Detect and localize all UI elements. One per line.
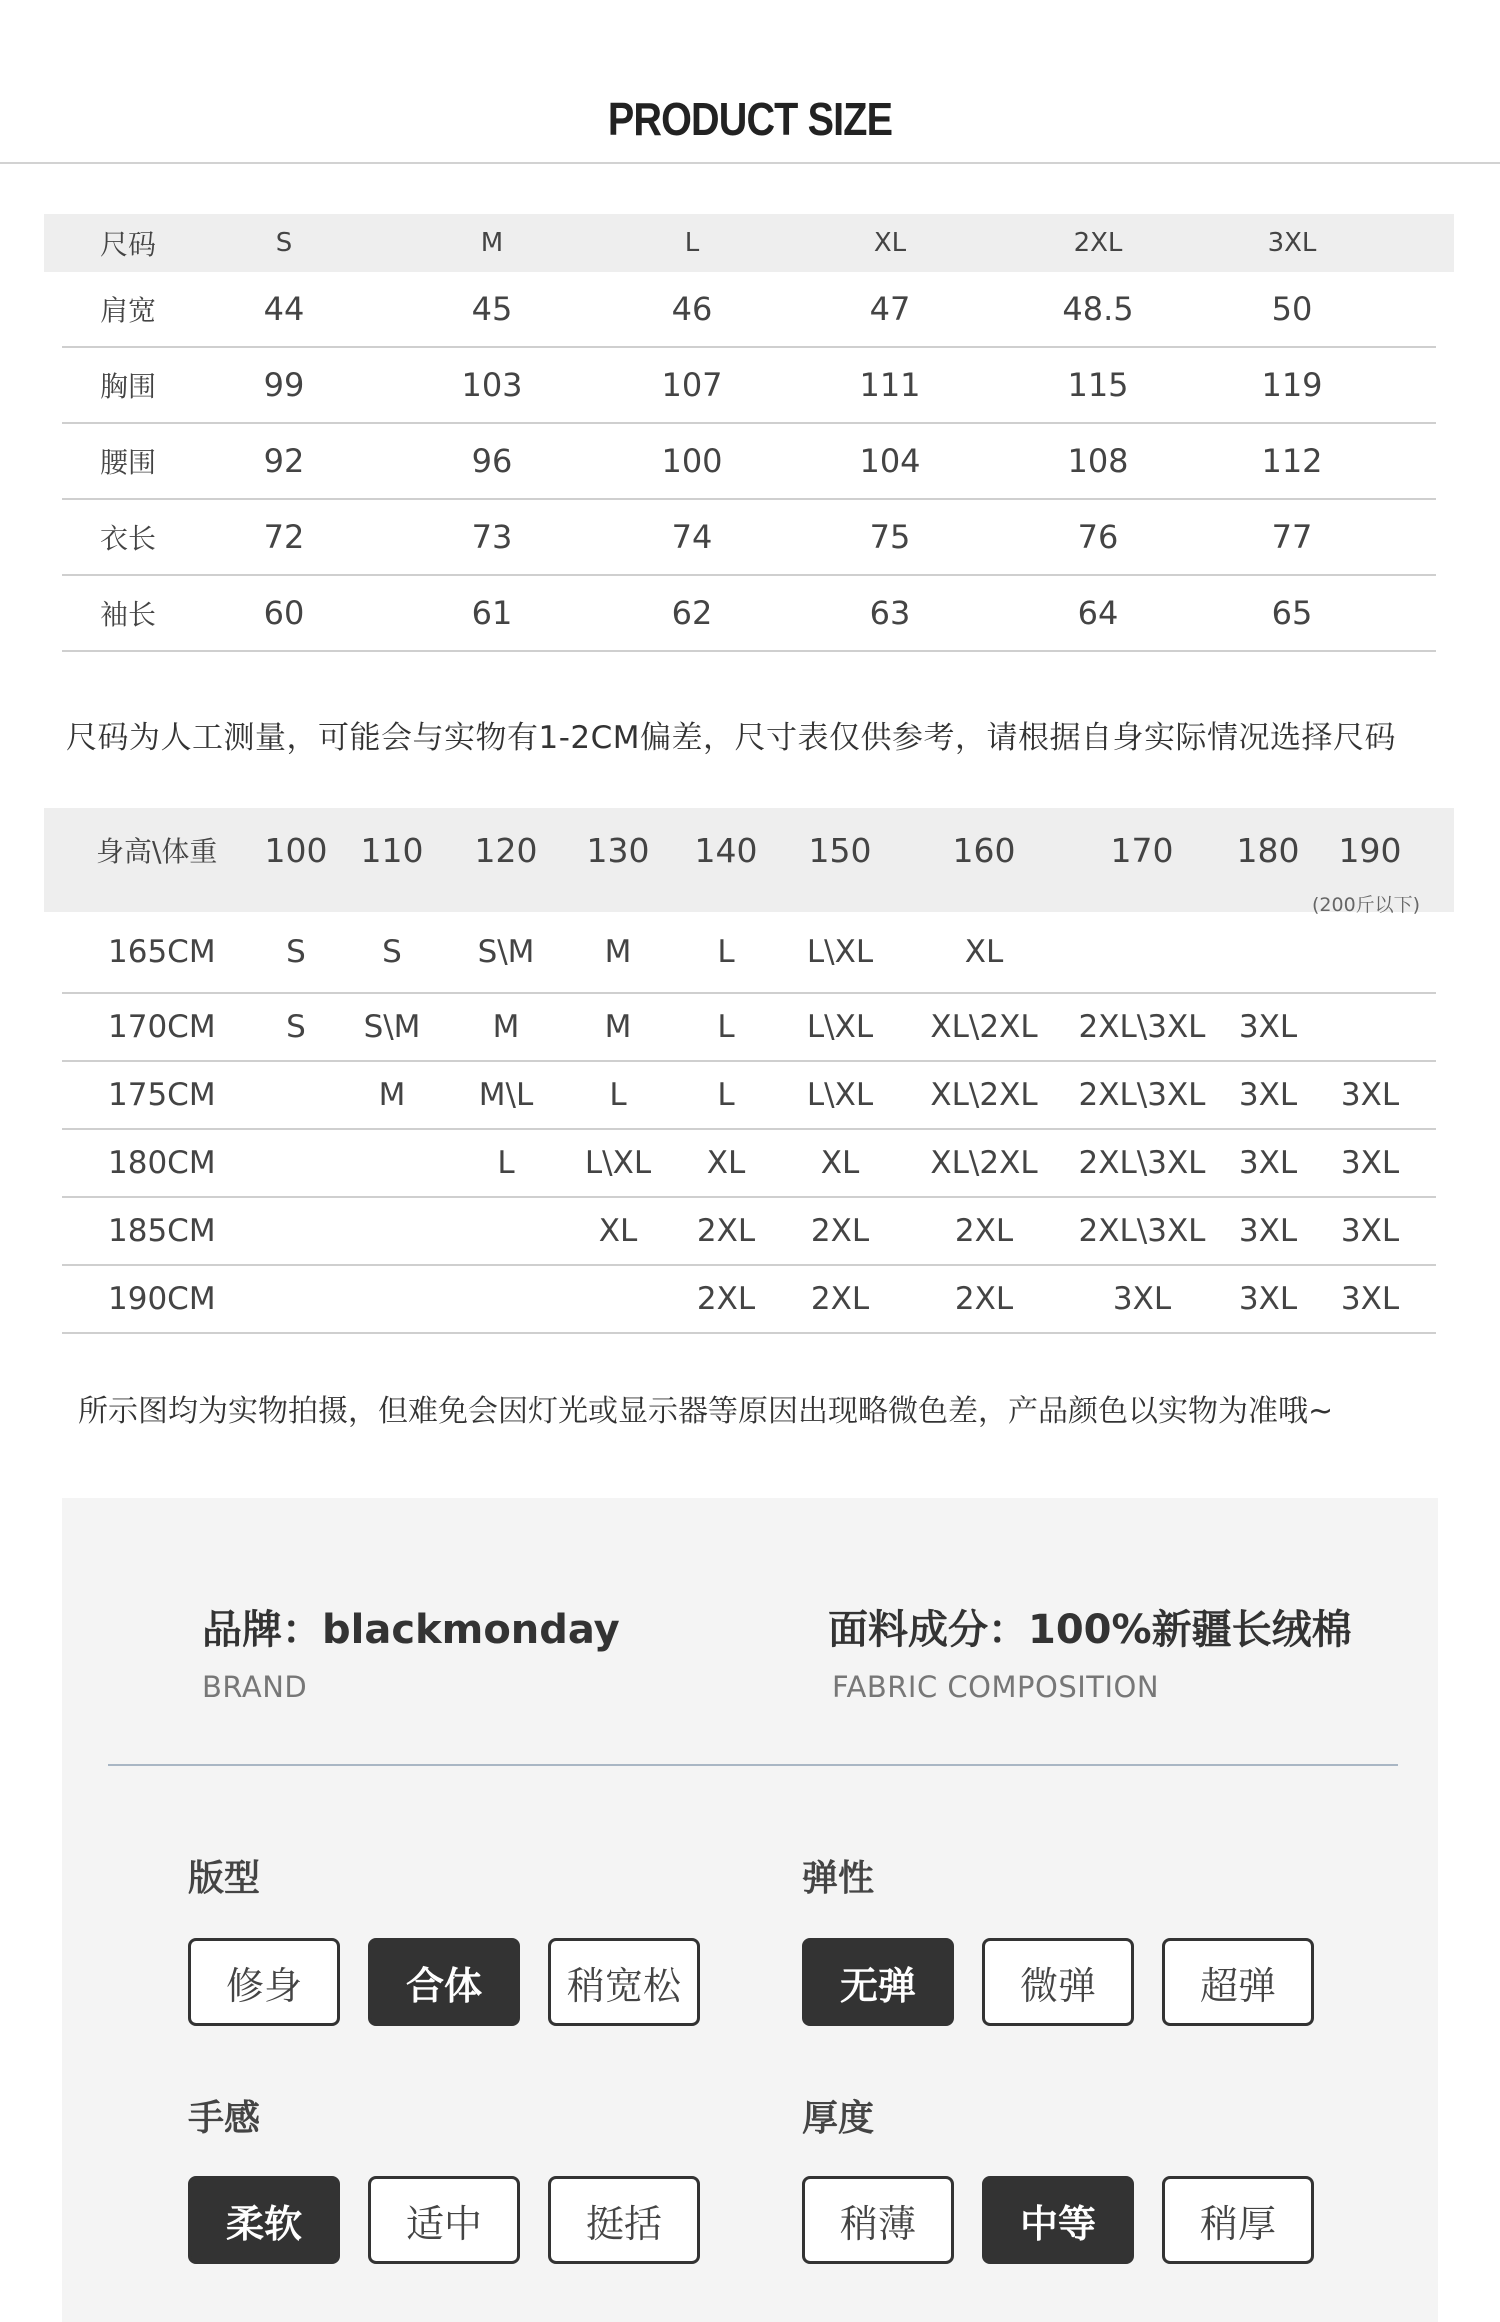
size-value-cell: 119: [1261, 366, 1323, 404]
attribute-title: 版型: [188, 1858, 261, 1899]
size-table-row: [62, 424, 1436, 500]
height-weight-row: [62, 1062, 1436, 1130]
hw-header-cell: 110: [360, 830, 424, 870]
size-header-cell: M: [480, 228, 504, 258]
brand-label: BRAND: [202, 1670, 308, 1704]
hw-header-note: (200斤以下): [1312, 894, 1421, 916]
size-recommendation-cell: 2XL\3XL: [1078, 1213, 1206, 1249]
product-info-panel: [62, 1498, 1438, 2322]
size-recommendation-cell: 2XL: [810, 1281, 870, 1317]
size-value-cell: 99: [263, 366, 305, 404]
attribute-title: 手感: [188, 2098, 261, 2139]
size-table-row: [62, 576, 1436, 652]
size-value-cell: 47: [869, 290, 911, 328]
hw-header-cell: 130: [586, 830, 650, 870]
size-recommendation-cell: XL: [820, 1145, 860, 1181]
height-label: 180CM: [108, 1145, 216, 1181]
height-weight-row: [62, 994, 1436, 1062]
size-recommendation-cell: L: [717, 1077, 735, 1113]
size-header-cell: 2XL: [1073, 228, 1123, 258]
size-table-row: [62, 272, 1436, 348]
size-value-cell: 48.5: [1062, 290, 1134, 328]
hw-header-cell: 120: [474, 830, 538, 870]
height-label: 190CM: [108, 1281, 216, 1317]
attribute-option-pill: 修身: [188, 1938, 340, 2026]
size-value-cell: 112: [1261, 442, 1323, 480]
brand-value: 品牌：blackmonday: [202, 1607, 620, 1653]
height-label: 165CM: [108, 934, 216, 970]
size-recommendation-cell: M: [378, 1077, 406, 1113]
size-value-cell: 115: [1067, 366, 1129, 404]
size-value-cell: 92: [263, 442, 305, 480]
size-value-cell: 76: [1077, 518, 1119, 556]
size-value-cell: 44: [263, 290, 305, 328]
size-recommendation-cell: L\XL: [806, 1009, 874, 1045]
attribute-option-pill: 稍薄: [802, 2176, 954, 2264]
attribute-option-pill: 无弹: [802, 1938, 954, 2026]
hw-header-cell: 100: [264, 830, 328, 870]
hw-header-cell: 身高\体重: [96, 835, 218, 868]
attribute-option-pill: 超弹: [1162, 1938, 1314, 2026]
size-recommendation-cell: L\XL: [806, 934, 874, 970]
size-row-label: 胸围: [100, 370, 157, 403]
color-note: 所示图均为实物拍摄，但难免会因灯光或显示器等原因出现略微色差，产品颜色以实物为准哦~: [78, 1394, 1334, 1429]
size-table-row: [62, 500, 1436, 576]
size-recommendation-cell: S\M: [363, 1009, 421, 1045]
size-table: [44, 214, 1454, 652]
size-recommendation-cell: 3XL: [1238, 1145, 1298, 1181]
size-recommendation-cell: M: [492, 1009, 520, 1045]
size-recommendation-cell: M: [604, 1009, 632, 1045]
attribute-option-pill: 柔软: [188, 2176, 340, 2264]
size-recommendation-cell: [1300, 994, 1440, 1060]
size-row-label: 肩宽: [100, 294, 157, 327]
size-value-cell: 45: [471, 290, 513, 328]
height-weight-header: [44, 808, 1454, 916]
size-value-cell: 46: [671, 290, 713, 328]
size-value-cell: 108: [1067, 442, 1129, 480]
size-recommendation-cell: 3XL: [1238, 1009, 1298, 1045]
size-recommendation-cell: 3XL: [1112, 1281, 1172, 1317]
height-label: 175CM: [108, 1077, 216, 1113]
size-recommendation-cell: M: [604, 934, 632, 970]
size-recommendation-cell: XL\2XL: [930, 1145, 1038, 1181]
height-weight-row: [62, 912, 1436, 994]
hw-header-cell: 140: [694, 830, 758, 870]
attribute-option-pill: 挺括: [548, 2176, 700, 2264]
size-value-cell: 64: [1077, 594, 1119, 632]
size-recommendation-cell: [1072, 912, 1212, 992]
size-recommendation-cell: L: [717, 934, 735, 970]
attribute-title: 弹性: [802, 1858, 875, 1899]
attribute-option-pill: 稍宽松: [548, 1938, 700, 2026]
size-recommendation-cell: L\XL: [584, 1145, 652, 1181]
size-header-cell: S: [275, 228, 293, 258]
height-label: 170CM: [108, 1009, 216, 1045]
size-recommendation-cell: L\XL: [806, 1077, 874, 1113]
height-weight-row: [62, 1266, 1436, 1334]
size-recommendation-cell: L: [717, 1009, 735, 1045]
attribute-option-pill: 稍厚: [1162, 2176, 1314, 2264]
size-recommendation-cell: M\L: [478, 1077, 534, 1113]
size-header-cell: 尺码: [100, 228, 157, 261]
size-recommendation-cell: XL: [598, 1213, 638, 1249]
size-recommendation-cell: XL: [964, 934, 1004, 970]
size-recommendation-cell: 3XL: [1340, 1145, 1400, 1181]
height-weight-table: [44, 808, 1454, 1334]
size-recommendation-cell: S\M: [477, 934, 535, 970]
hw-header-cell: 150: [808, 830, 872, 870]
attribute-option-pill: 合体: [368, 1938, 520, 2026]
size-header-cell: XL: [873, 228, 907, 258]
size-row-label: 腰围: [100, 446, 157, 479]
size-value-cell: 62: [671, 594, 713, 632]
size-value-cell: 65: [1271, 594, 1313, 632]
size-value-cell: 111: [859, 366, 921, 404]
attribute-option-pill: 中等: [982, 2176, 1134, 2264]
attribute-option-pill: 微弹: [982, 1938, 1134, 2026]
attribute-title: 厚度: [802, 2098, 875, 2139]
size-recommendation-cell: 3XL: [1340, 1281, 1400, 1317]
size-value-cell: 104: [859, 442, 921, 480]
size-recommendation-cell: 3XL: [1238, 1077, 1298, 1113]
size-recommendation-cell: 2XL: [696, 1213, 756, 1249]
fabric-label: FABRIC COMPOSITION: [832, 1670, 1160, 1704]
size-recommendation-cell: 3XL: [1238, 1281, 1298, 1317]
size-value-cell: 77: [1271, 518, 1313, 556]
size-recommendation-cell: XL: [706, 1145, 746, 1181]
size-recommendation-cell: 2XL: [954, 1213, 1014, 1249]
size-value-cell: 96: [471, 442, 513, 480]
hw-header-cell: 160: [952, 830, 1016, 870]
size-value-cell: 100: [661, 442, 723, 480]
size-value-cell: 50: [1271, 290, 1313, 328]
attribute-option-pill: 适中: [368, 2176, 520, 2264]
size-recommendation-cell: XL\2XL: [930, 1077, 1038, 1113]
size-recommendation-cell: 2XL\3XL: [1078, 1077, 1206, 1113]
size-value-cell: 72: [263, 518, 305, 556]
size-recommendation-cell: S: [286, 1009, 306, 1045]
size-recommendation-cell: 2XL\3XL: [1078, 1145, 1206, 1181]
size-row-label: 袖长: [100, 598, 157, 631]
size-recommendation-cell: S: [286, 934, 306, 970]
hw-header-cell: 190: [1338, 830, 1402, 870]
size-recommendation-cell: L: [497, 1145, 515, 1181]
height-label: 185CM: [108, 1213, 216, 1249]
size-value-cell: 61: [471, 594, 513, 632]
size-header-cell: 3XL: [1267, 228, 1317, 258]
size-recommendation-cell: 3XL: [1340, 1077, 1400, 1113]
info-divider: [108, 1764, 1398, 1766]
size-value-cell: 75: [869, 518, 911, 556]
size-recommendation-cell: S: [382, 934, 402, 970]
height-weight-row: [62, 1198, 1436, 1266]
size-table-header: [44, 214, 1454, 272]
page-title: PRODUCT SIZE: [607, 93, 893, 145]
size-recommendation-cell: XL\2XL: [930, 1009, 1038, 1045]
size-table-row: [62, 348, 1436, 424]
size-recommendation-cell: 2XL\3XL: [1078, 1009, 1206, 1045]
title-divider: [0, 162, 1500, 164]
size-recommendation-cell: 2XL: [954, 1281, 1014, 1317]
size-recommendation-cell: L: [609, 1077, 627, 1113]
fabric-value: 面料成分：100%新疆长绒棉: [828, 1607, 1352, 1653]
size-recommendation-cell: 3XL: [1340, 1213, 1400, 1249]
size-value-cell: 103: [461, 366, 523, 404]
size-value-cell: 107: [661, 366, 723, 404]
hw-header-cell: 170: [1110, 830, 1174, 870]
size-value-cell: 74: [671, 518, 713, 556]
size-note: 尺码为人工测量，可能会与实物有1-2CM偏差，尺寸表仅供参考，请根据自身实际情况选择尺码: [66, 720, 1397, 756]
size-value-cell: 73: [471, 518, 513, 556]
size-recommendation-cell: 2XL: [696, 1281, 756, 1317]
size-recommendation-cell: [1300, 912, 1440, 992]
size-value-cell: 63: [869, 594, 911, 632]
size-recommendation-cell: 2XL: [810, 1213, 870, 1249]
size-header-cell: L: [684, 228, 700, 258]
hw-header-cell: 180: [1236, 830, 1300, 870]
height-weight-row: [62, 1130, 1436, 1198]
size-row-label: 衣长: [100, 522, 157, 555]
size-recommendation-cell: 3XL: [1238, 1213, 1298, 1249]
size-value-cell: 60: [263, 594, 305, 632]
